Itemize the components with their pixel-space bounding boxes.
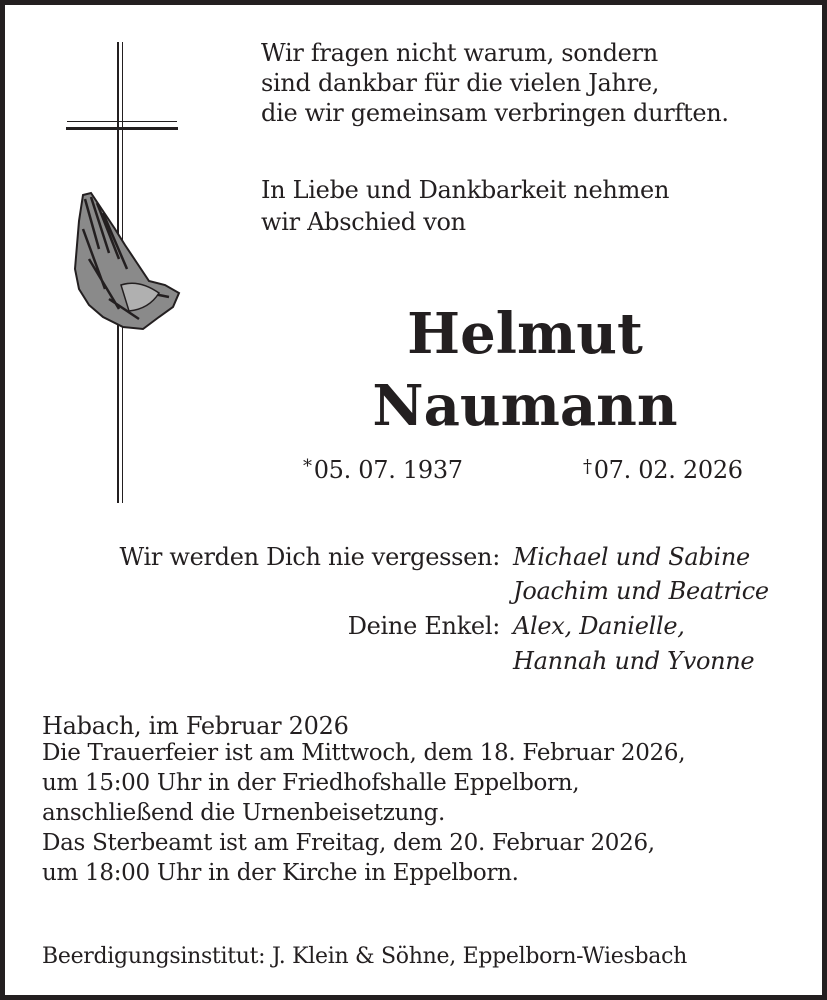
death-date <box>583 456 743 484</box>
funeral-home: Beerdigungsinstitut: J. Klein & Söhne, Eppelborn-Wiesbach <box>42 944 687 969</box>
cross-beam-thin <box>67 121 177 122</box>
grandchildren-name: Hannah und Yvonne <box>513 647 755 675</box>
deceased-first-name: Helmut <box>407 301 643 367</box>
poem-line: die wir gemeinsam verbringen durften. <box>261 99 729 127</box>
poem-verse <box>261 38 729 128</box>
children-name: Michael und Sabine <box>513 543 750 571</box>
birth-date-value: 05. 07. 1937 <box>313 456 463 484</box>
intro-line: In Liebe und Dankbarkeit nehmen <box>261 176 670 204</box>
children-name: Joachim und Beatrice <box>513 577 769 605</box>
poem-line: Wir fragen nicht warum, sondern <box>261 39 658 67</box>
farewell-intro <box>261 174 669 238</box>
death-date-value: 07. 02. 2026 <box>593 456 743 484</box>
grandchildren-name: Alex, Danielle, <box>513 612 685 640</box>
service-details <box>42 738 685 888</box>
cross-beam-thick <box>66 127 178 130</box>
service-line: Die Trauerfeier ist am Mittwoch, dem 18. Februar 2026, <box>42 740 686 766</box>
deceased-last-name: Naumann <box>372 373 678 439</box>
grandchildren-label: Deine Enkel: <box>347 612 500 640</box>
birth-star-icon: * <box>303 456 312 477</box>
service-line: Das Sterbeamt ist am Freitag, dem 20. Februar 2026, <box>42 830 655 856</box>
place-date: Habach, im Februar 2026 <box>42 712 349 740</box>
death-dagger-icon: † <box>583 456 592 477</box>
service-line: um 18:00 Uhr in der Kirche in Eppelborn. <box>42 860 519 886</box>
service-line: um 15:00 Uhr in der Friedhofshalle Eppelborn, <box>42 770 580 796</box>
birth-date <box>303 456 463 484</box>
praying-hands-icon <box>69 189 181 331</box>
poem-line: sind dankbar für die vielen Jahre, <box>261 69 660 97</box>
intro-line: wir Abschied von <box>261 208 466 236</box>
children-label: Wir werden Dich nie vergessen: <box>119 543 500 571</box>
service-line: anschließend die Urnenbeisetzung. <box>42 800 446 826</box>
